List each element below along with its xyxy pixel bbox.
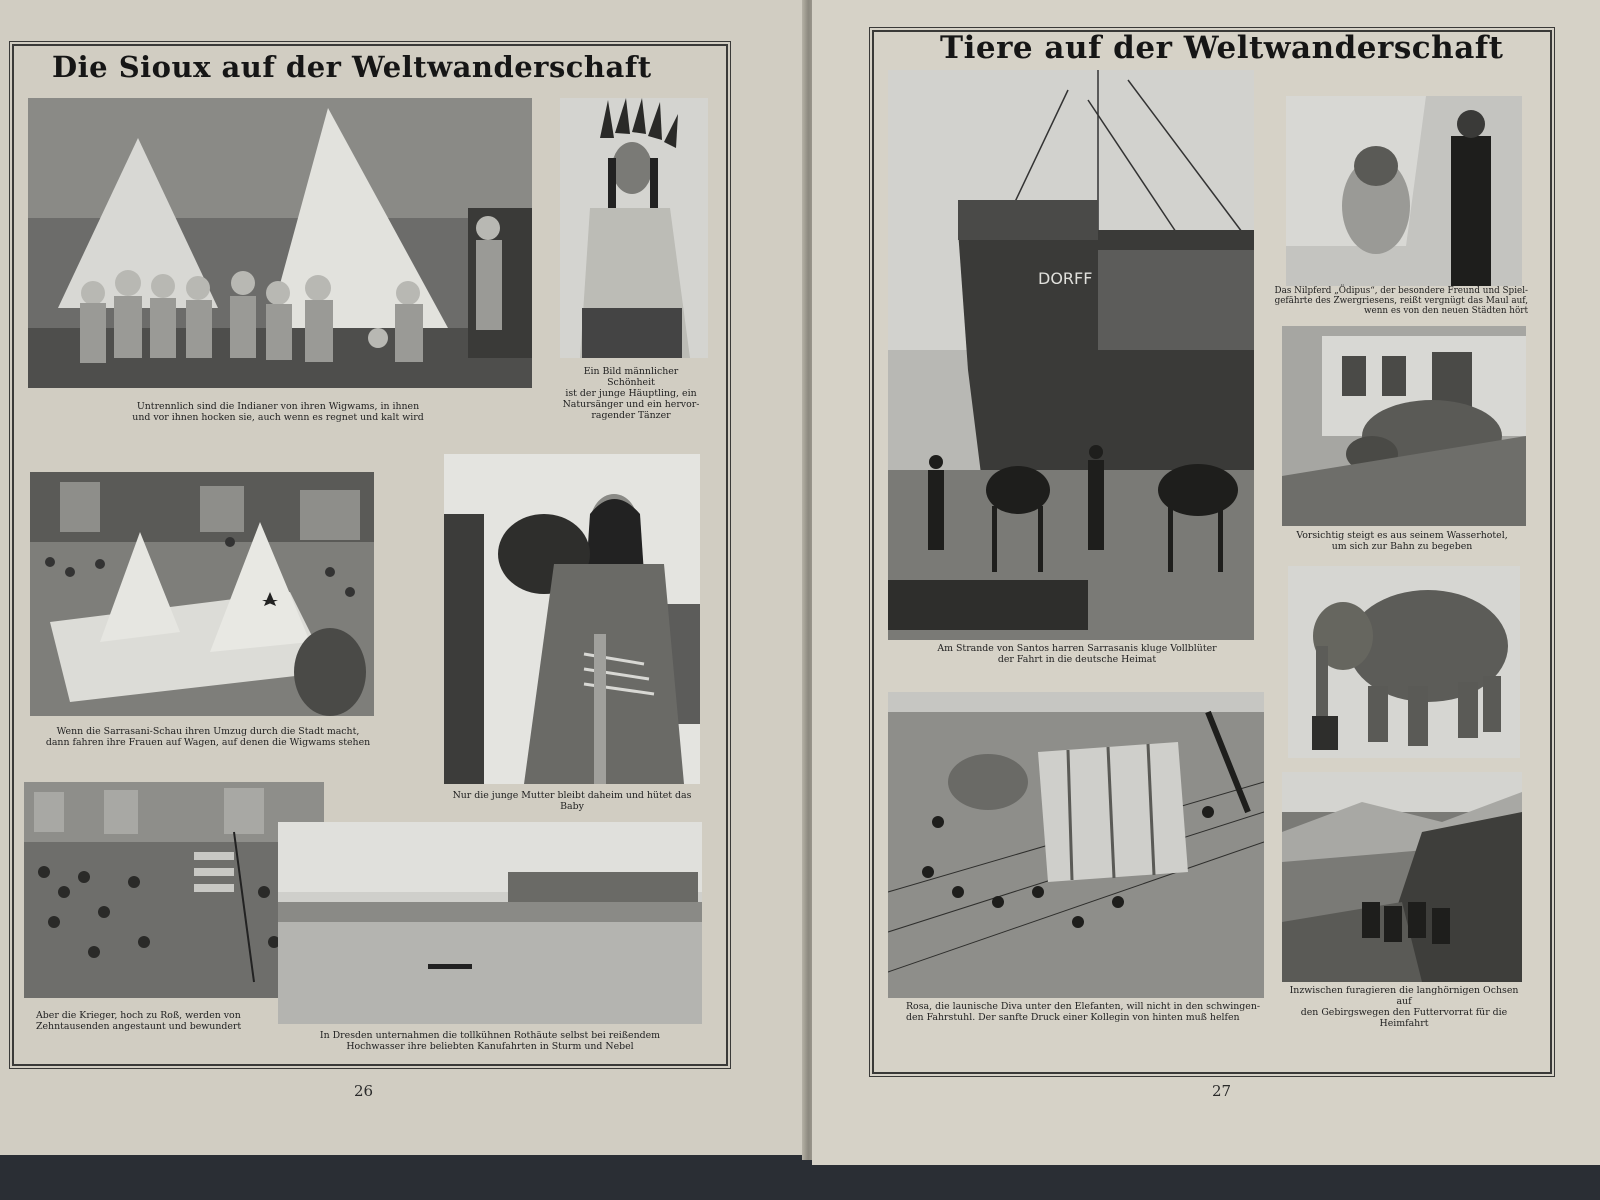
- caption-ship: [912, 643, 1242, 665]
- photo-oxen-mountains: [1282, 772, 1522, 982]
- caption-wagons: [38, 726, 378, 748]
- caption-line: Zehntausenden angestaunt und bewundert: [36, 1021, 242, 1032]
- caption-chief: [560, 366, 702, 421]
- caption-hippo: [1282, 530, 1522, 552]
- photo-elephant: [1288, 566, 1520, 758]
- photo-dresden-canoe: [278, 822, 702, 1024]
- right-page: [812, 0, 1600, 1165]
- caption-line: Wenn die Sarrasani-Schau ihren Umzug durch die Stadt macht,: [56, 726, 360, 737]
- page-number-left: 26: [354, 1082, 374, 1100]
- photo-sioux-wigwams: [28, 98, 532, 388]
- caption-line: Untrennlich sind die Indianer von ihren Wigwams, in ihnen: [136, 401, 420, 412]
- caption-line: Rosa, die launische Diva unter den Elefanten, will nicht in den schwingen-: [906, 1001, 1261, 1012]
- caption-line: Natursänger und ein hervor-: [562, 399, 700, 410]
- caption-line: Hochwasser ihre beliebten Kanufahrten in Sturm und Nebel: [346, 1041, 634, 1052]
- caption-line: der Fahrt in die deutsche Heimat: [997, 654, 1157, 665]
- caption-warriors: [36, 1010, 276, 1032]
- photo-hippo-odipus: [1286, 96, 1522, 286]
- caption-canoe: [300, 1030, 680, 1052]
- caption-line: Vorsichtig steigt es aus seinem Wasserhotel,: [1296, 530, 1508, 541]
- caption-line: ist der junge Häuptling, ein: [565, 388, 697, 399]
- ship-name-lettering: DORFF: [1038, 269, 1093, 288]
- photo-young-chief: [560, 98, 708, 358]
- caption-oxen: [1284, 985, 1524, 1029]
- photo-ship-horses: [888, 70, 1254, 640]
- photo-wigwam-wagons: [30, 472, 374, 716]
- caption-line: und vor ihnen hocken sie, auch wenn es regnet und kalt wird: [132, 412, 424, 423]
- caption-line: ragender Tänzer: [591, 410, 671, 421]
- caption-line: gefährte des Zwergriesens, reißt vergnügt das Maul auf,: [1274, 296, 1528, 306]
- caption-line: wenn es von den neuen Städten hört: [1364, 306, 1528, 316]
- left-page-title: Die Sioux auf der Weltwanderschaft: [52, 50, 652, 84]
- caption-line: Ein Bild männlicher Schönheit: [583, 366, 679, 388]
- caption-line: Aber die Krieger, hoch zu Roß, werden von: [36, 1010, 241, 1021]
- caption-line: Am Strande von Santos harren Sarrasanis kluge Vollblüter: [937, 643, 1217, 654]
- caption-line: den Fahrstuhl. Der sanfte Druck einer Kollegin von hinten muß helfen: [906, 1012, 1240, 1023]
- caption-line: In Dresden unternahmen die tollkühnen Rothäute selbst bei reißendem: [319, 1030, 661, 1041]
- caption-odipus: [1268, 286, 1528, 316]
- left-page: [0, 0, 808, 1155]
- photo-hippo-ramp: [1282, 326, 1526, 526]
- caption-line: den Gebirgswegen den Futtervorrat für die Heimfahrt: [1300, 1007, 1508, 1029]
- caption-line: Das Nilpferd „Ödipus“, der besondere Freund und Spiel-: [1274, 286, 1528, 296]
- page-number-right: 27: [1212, 1082, 1232, 1100]
- right-page-title: Tiere auf der Weltwanderschaft: [940, 30, 1504, 66]
- caption-line: Inzwischen furagieren die langhörnigen Ochsen auf: [1289, 985, 1519, 1007]
- caption-mother: Nur die junge Mutter bleibt daheim und hütet das Baby: [452, 790, 692, 812]
- caption-rosa: [906, 1001, 1286, 1023]
- photo-mother-baby: [444, 454, 700, 784]
- photo-elephant-crate: [888, 692, 1264, 998]
- caption-line: um sich zur Bahn zu begeben: [1331, 541, 1473, 552]
- caption-line: dann fahren ihre Frauen auf Wagen, auf denen die Wigwams stehen: [45, 737, 371, 748]
- caption-wigwams: [118, 401, 438, 423]
